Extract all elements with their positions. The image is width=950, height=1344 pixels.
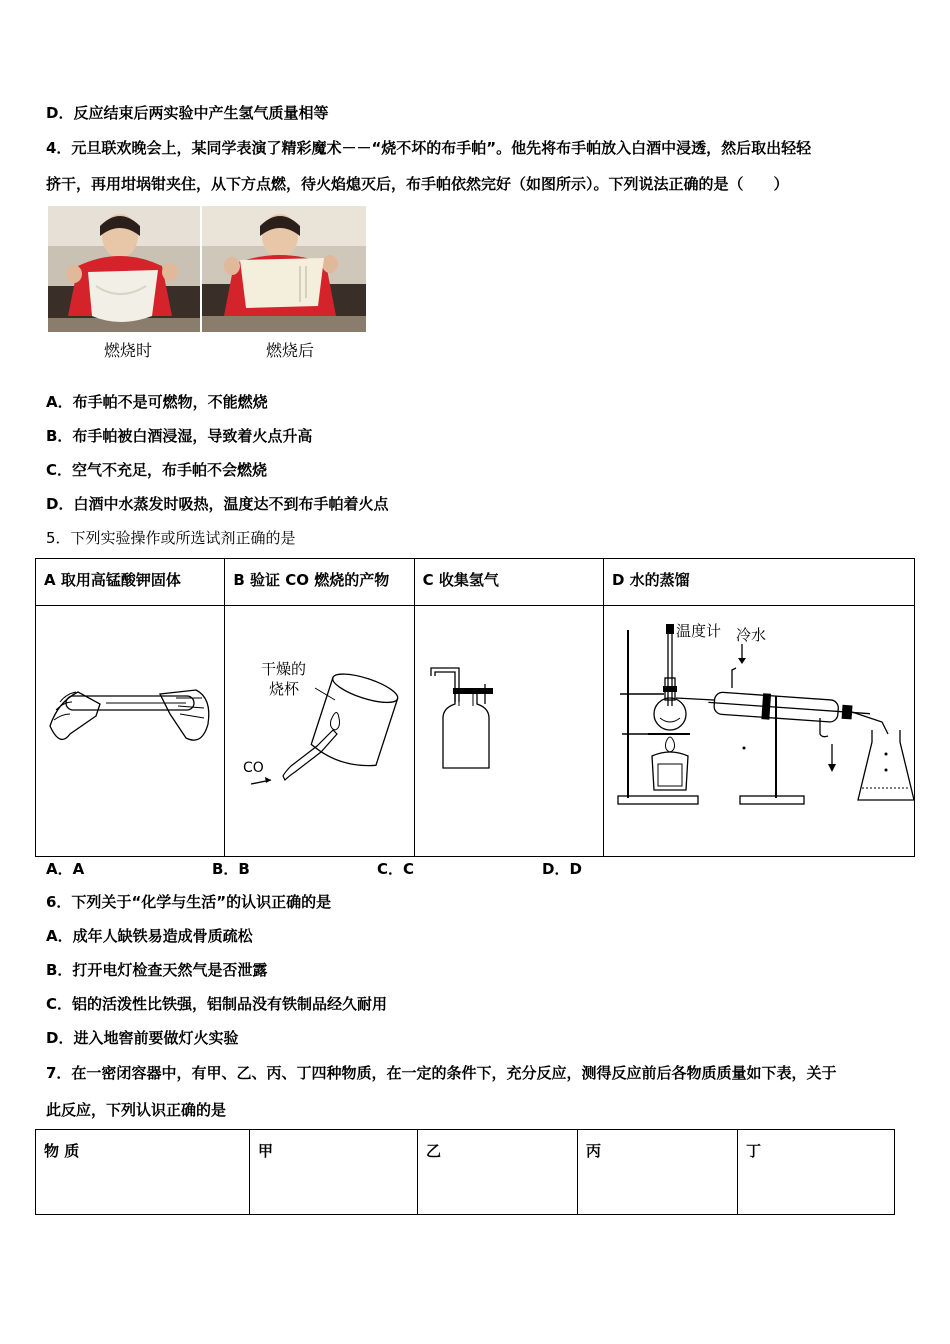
q5-option-b: B．B [212, 860, 250, 878]
q6-option-a: A．成年人缺铁易造成骨质疏松 [46, 927, 253, 945]
q4-option-c: C．空气不充足，布手帕不会燃烧 [46, 461, 268, 479]
q7-header-yi: 乙 [418, 1130, 578, 1215]
q6-option-c: C．铝的活泼性比铁强，铝制品没有铁制品经久耐用 [46, 995, 388, 1013]
q5-option-a: A．A [46, 860, 85, 878]
distillation-diagram [604, 606, 914, 852]
q7-stem-line1: 7．在一密闭容器中，有甲、乙、丙、丁四种物质，在一定的条件下，充分反应，测得反应前后各物质质量如下表，关于 [46, 1064, 837, 1082]
q5-option-d: D．D [542, 860, 582, 878]
q7-mass-table [35, 1129, 895, 1215]
q5-cell-d [604, 606, 915, 857]
q4-option-b: B．布手帕被白酒浸湿，导致着火点升高 [46, 427, 313, 445]
q3-option-d: D．反应结束后两实验中产生氢气质量相等 [46, 104, 329, 122]
q5-header-b: B 验证 CO 燃烧的产物 [225, 559, 414, 606]
q5-option-c: C．C [377, 860, 415, 878]
q5-cell-b [225, 606, 414, 857]
label-co: CO [243, 760, 265, 776]
co-burning-diagram [225, 606, 413, 852]
q5-stem: 5．下列实验操作或所选试剂正确的是 [46, 529, 296, 547]
test-tube-solid-diagram [36, 606, 224, 852]
q7-header-bing: 丙 [578, 1130, 738, 1215]
hydrogen-collect-diagram [415, 606, 603, 852]
q5-header-c: C 收集氢气 [414, 559, 603, 606]
label-cold-water: 冷水 [736, 626, 767, 644]
q6-option-b: B．打开电灯检查天然气是否泄露 [46, 961, 268, 979]
q7-header-jia: 甲 [250, 1130, 418, 1215]
q6-stem: 6．下列关于“化学与生活”的认识正确的是 [46, 893, 332, 911]
q5-header-a: A 取用高锰酸钾固体 [36, 559, 225, 606]
q4-option-a: A．布手帕不是可燃物，不能燃烧 [46, 393, 268, 411]
label-dry-beaker-1: 干燥的 [261, 660, 307, 678]
q7-header-ding: 丁 [738, 1130, 895, 1215]
caption-burning: 燃烧时 [104, 341, 153, 360]
q5-options-table [35, 558, 915, 857]
q5-header-d: D 水的蒸馏 [604, 559, 915, 606]
label-thermometer: 温度计 [676, 622, 722, 640]
q4-option-d: D．白酒中水蒸发时吸热，温度达不到布手帕着火点 [46, 495, 389, 513]
label-dry-beaker-2: 烧杯 [269, 680, 300, 698]
photo-after-burning [202, 206, 366, 332]
q6-option-d: D．进入地窖前要做灯火实验 [46, 1029, 239, 1047]
q5-cell-c [414, 606, 603, 857]
q7-header-substance: 物 质 [36, 1130, 250, 1215]
q5-cell-a [36, 606, 225, 857]
q4-stem-line2: 挤干，再用坩埚钳夹住，从下方点燃，待火焰熄灭后，布手帕依然完好（如图所示）。下列说法正确的是（ ） [46, 175, 789, 193]
handkerchief-photos [48, 206, 366, 334]
q7-stem-line2: 此反应，下列认识正确的是 [46, 1101, 227, 1119]
photo-burning [48, 206, 200, 332]
q4-stem-line1: 4．元旦联欢晚会上，某同学表演了精彩魔术－－“烧不坏的布手帕”。他先将布手帕放入白酒中浸透，然后取出轻轻 [46, 139, 812, 157]
caption-after-burning: 燃烧后 [266, 341, 315, 360]
